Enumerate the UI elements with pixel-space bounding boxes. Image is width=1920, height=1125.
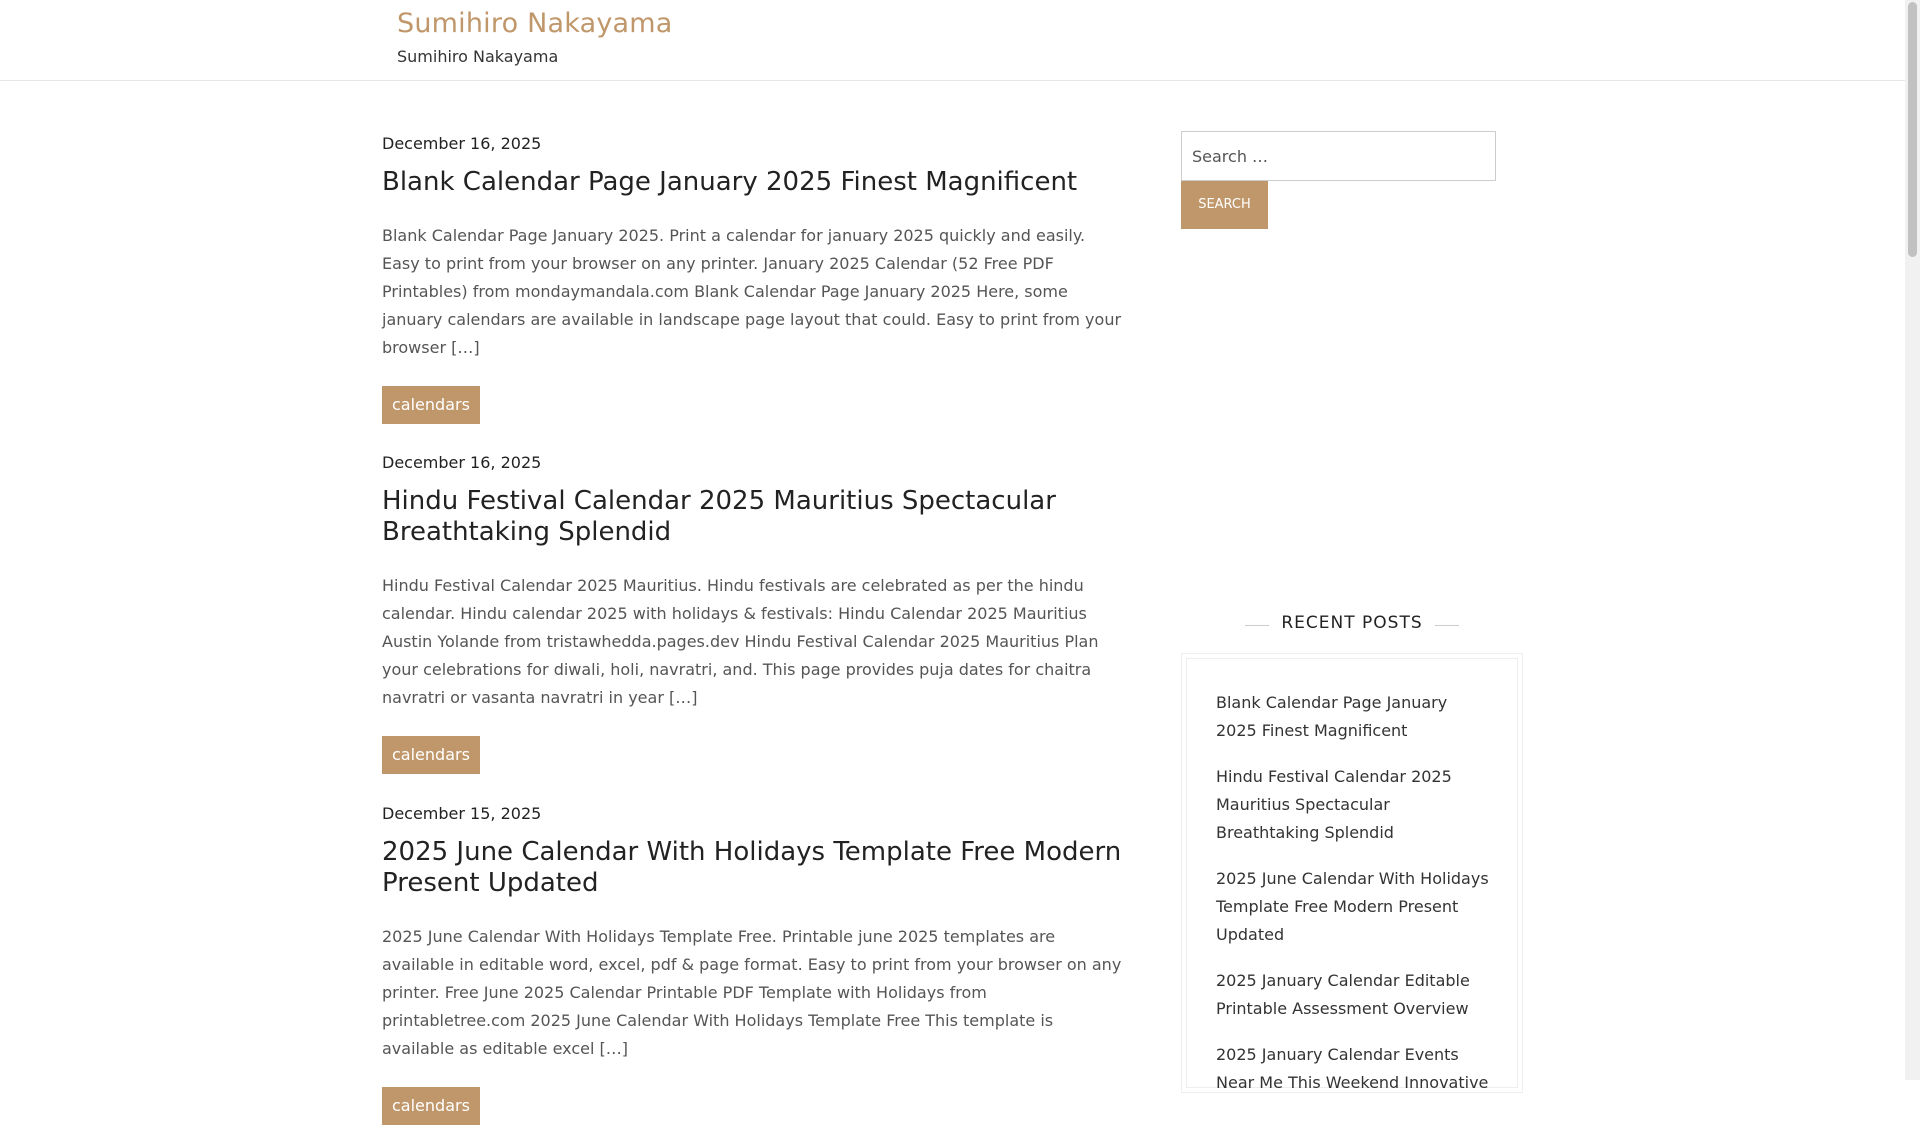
category-tag[interactable]: calendars <box>382 1087 480 1125</box>
search-input[interactable] <box>1181 131 1496 181</box>
recent-post-link[interactable]: 2025 January Calendar Events Near Me This Weekend Innovative <box>1216 1045 1489 1092</box>
recent-post-link[interactable]: Blank Calendar Page January 2025 Finest Magnificent <box>1216 693 1448 740</box>
post-title[interactable]: Blank Calendar Page January 2025 Finest Magnificent <box>382 167 1078 197</box>
post-date[interactable]: December 16, 2025 <box>382 453 542 472</box>
recent-post-link[interactable]: 2025 January Calendar Editable Printable Assessment Overview <box>1216 971 1470 1018</box>
search-button[interactable]: SEARCH <box>1181 181 1268 229</box>
site-header <box>0 0 1905 81</box>
post-1 <box>382 134 1122 424</box>
site-description: Sumihiro Nakayama <box>397 47 559 66</box>
recent-posts-header <box>1181 613 1523 639</box>
recent-post-link[interactable]: Hindu Festival Calendar 2025 Mauritius Spectacular Breathtaking Splendid <box>1216 767 1452 842</box>
post-3 <box>382 804 1122 1125</box>
post-2 <box>382 453 1122 774</box>
scrollbar-thumb[interactable] <box>1908 2 1917 257</box>
page-scrollbar[interactable] <box>1905 0 1920 1080</box>
post-title[interactable]: 2025 June Calendar With Holidays Template Free Modern Present Updated <box>382 837 1122 898</box>
recent-posts-widget <box>1181 653 1523 1093</box>
post-excerpt: Blank Calendar Page January 2025. Print a calendar for january 2025 quickly and easily. Easy to print from your browser on any printer. January 2025 Calendar (52 Free PDF Printables) from mondaymandala.com Blank Calendar Page January 2025 Here, some january calendars are available in landscape page layout that could. Easy to print from your browser […] <box>382 226 1122 357</box>
post-excerpt: 2025 June Calendar With Holidays Template Free. Printable june 2025 templates are available in editable word, excel, pdf & page format. Easy to print from your browser on any printer. Free June 2025 Calendar Printable PDF Template with Holidays from printabletree.com 2025 June Calendar With Holidays Template Free This template is available as editable excel […] <box>382 927 1122 1058</box>
post-date[interactable]: December 16, 2025 <box>382 134 542 153</box>
category-tag[interactable]: calendars <box>382 386 480 424</box>
recent-posts-title: RECENT POSTS <box>1281 613 1423 633</box>
site-title[interactable]: Sumihiro Nakayama <box>397 8 673 39</box>
post-title[interactable]: Hindu Festival Calendar 2025 Mauritius Spectacular Breathtaking Splendid <box>382 486 1056 547</box>
category-tag[interactable]: calendars <box>382 736 480 774</box>
post-date[interactable]: December 15, 2025 <box>382 804 542 823</box>
recent-post-link[interactable]: 2025 June Calendar With Holidays Template Free Modern Present Updated <box>1216 869 1489 944</box>
recent-posts-list <box>1186 658 1518 1092</box>
post-excerpt: Hindu Festival Calendar 2025 Mauritius. Hindu festivals are celebrated as per the hindu calendar. Hindu calendar 2025 with holidays & festivals: Hindu Calendar 2025 Mauritius Austin Yolande from tristawhedda.pages.dev Hindu Festival Calendar 2025 Mauritius Plan your celebrations for diwali, holi, navratri, and. This page provides puja dates for chaitra navratri or vasanta navratri in year […] <box>382 576 1099 707</box>
